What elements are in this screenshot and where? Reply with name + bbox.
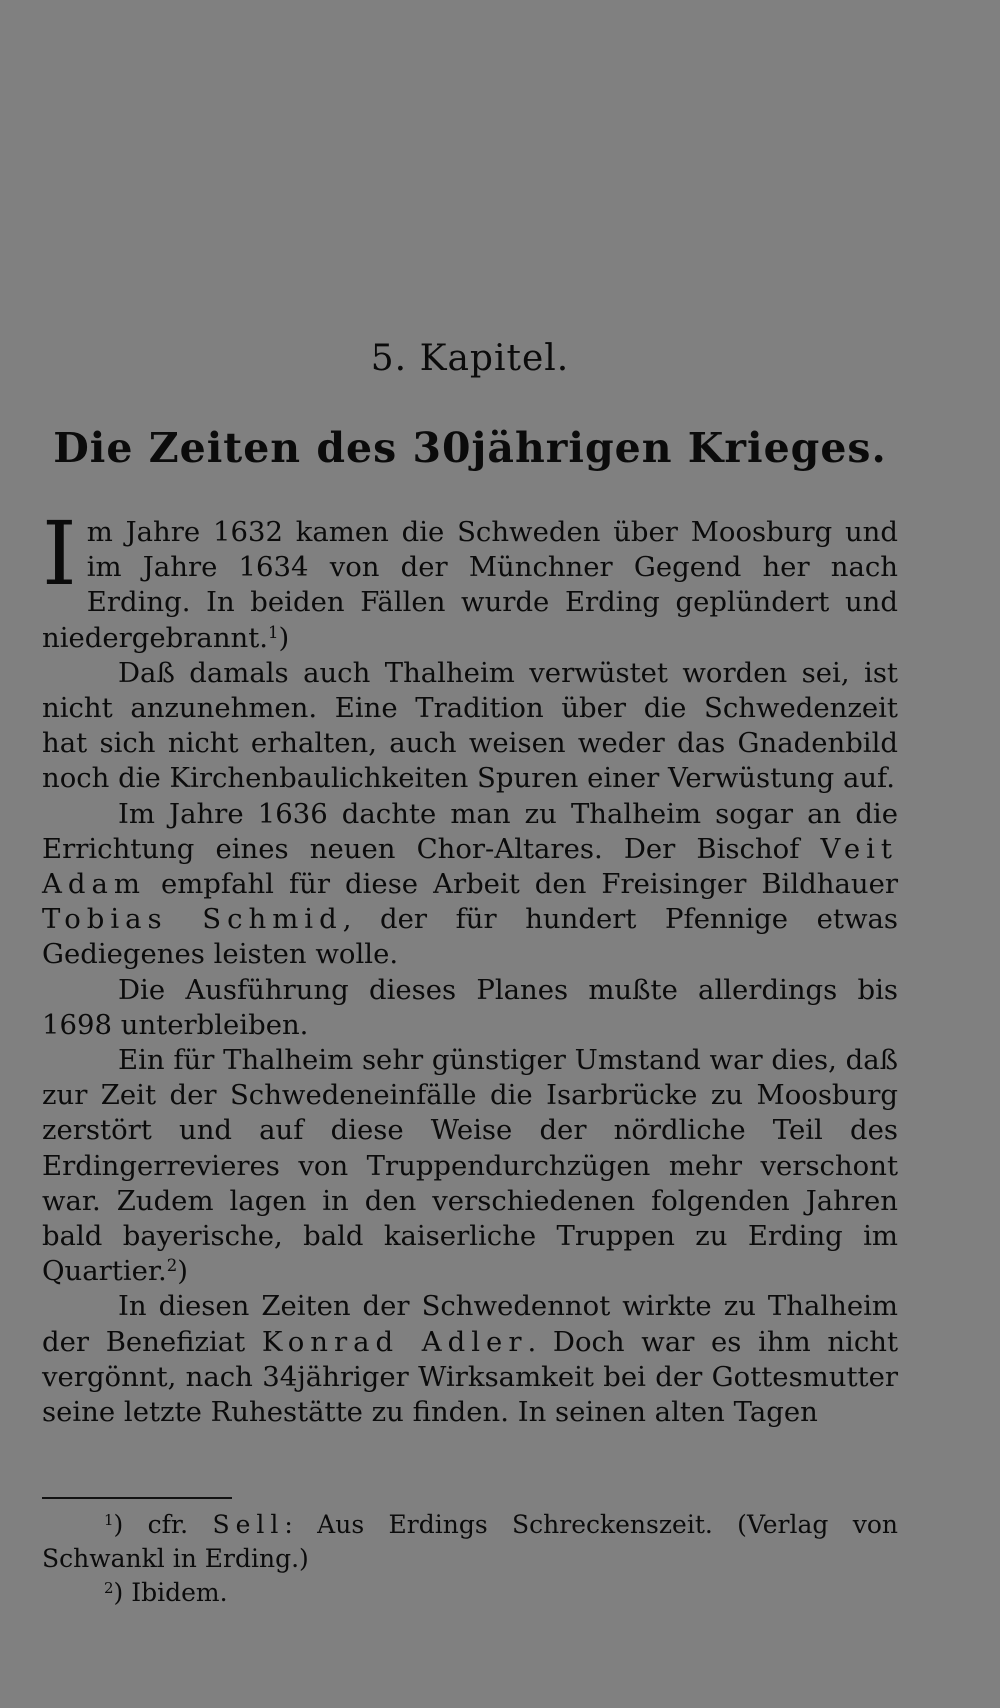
paragraph-5-text: Ein für Thalheim sehr günstiger Umstand war dies, daß zur Zeit der Schwedeneinfälle die Isarbrücke zu Moosburg zerstört und auf diese Weise der nördliche Teil des Erdingerrevieres von Truppendurchzügen mehr verschont war. Zudem lagen in den verschiedenen folgenden Jahren bald bayerische, bald kaiserliche Truppen zu Erding im Quartier. xyxy=(42,1044,899,1288)
footnote-1-text-b: : Aus Erdings Schreckenszeit. (Verlag von Schwankl in Erding.) xyxy=(42,1510,898,1573)
paragraph-2: Daß damals auch Thalheim verwüstet worden sei, ist nicht anzunehmen. Eine Tradition über die Schwedenzeit hat sich nicht erhalten, auch weisen weder das Gnadenbild noch die Kirchenbaulichkeiten Spuren einer Verwüstung auf. xyxy=(42,656,898,795)
paragraph-3 xyxy=(42,797,898,973)
paragraph-6-text-b: . Doch war es ihm nicht vergönnt, nach 34jähriger Wirksamkeit bei der Gottesmutter seine letzte Ruhestätte zu finden. In seinen alten Tagen xyxy=(42,1325,898,1429)
footnote-ref-2-paren: ) xyxy=(177,1255,189,1288)
paragraph-6 xyxy=(42,1289,898,1430)
drop-cap: I xyxy=(42,502,77,605)
footnote-1-mark: 1 xyxy=(104,1510,114,1529)
footnote-2-mark: 2 xyxy=(104,1578,114,1597)
paragraph-3-text-b: empfahl für diese Arbeit den Freisinger Bildhauer xyxy=(145,868,898,901)
paragraph-6-text-a: In diesen Zeiten der Schwedennot wirkte zu Thalheim der Benefiziat xyxy=(42,1290,898,1358)
person-name-sculptor: Tobias Schmid xyxy=(42,903,343,936)
chapter-number: 5. Kapitel. xyxy=(370,338,570,379)
footnote-2-text: ) Ibidem. xyxy=(113,1578,228,1607)
footnote-1-text-a: ) cfr. xyxy=(113,1510,213,1539)
footnotes xyxy=(42,1508,898,1610)
chapter-title: Die Zeiten des 30jährigen Krieges. xyxy=(53,424,887,472)
footnote-1-author: Sell xyxy=(212,1510,285,1539)
paragraph-1 xyxy=(42,502,898,656)
footnote-1 xyxy=(42,1508,898,1576)
paragraph-1-text: m Jahre 1632 kamen die Schweden über Moosburg und im Jahre 1634 von der Münchner Gegend her nach Erding. In beiden Fällen wurde Erding geplündert und niedergebrannt. xyxy=(42,516,898,654)
footnote-ref-1-paren: ) xyxy=(278,621,290,654)
paragraph-5 xyxy=(42,1043,898,1289)
chapter-body xyxy=(42,502,899,1430)
footnote-ref-2: 2 xyxy=(166,1256,178,1276)
paragraph-4: Die Ausführung dieses Planes mußte allerdings bis 1698 unterbleiben. xyxy=(42,973,898,1041)
person-name-bishop: Veit Adam xyxy=(42,832,898,901)
footnote-divider xyxy=(42,1497,232,1499)
footnote-ref-1: 1 xyxy=(268,622,279,642)
paragraph-3-text-a: Im Jahre 1636 dachte man zu Thalheim sogar an die Errichtung eines neuen Chor-Altares. Der Bischof xyxy=(42,797,898,865)
paragraph-3-text-c: , der für hundert Pfennige etwas Gediegenes leisten wolle. xyxy=(42,903,899,971)
footnote-2 xyxy=(42,1576,898,1610)
person-name-beneficiary: Konrad Adler xyxy=(261,1325,528,1358)
